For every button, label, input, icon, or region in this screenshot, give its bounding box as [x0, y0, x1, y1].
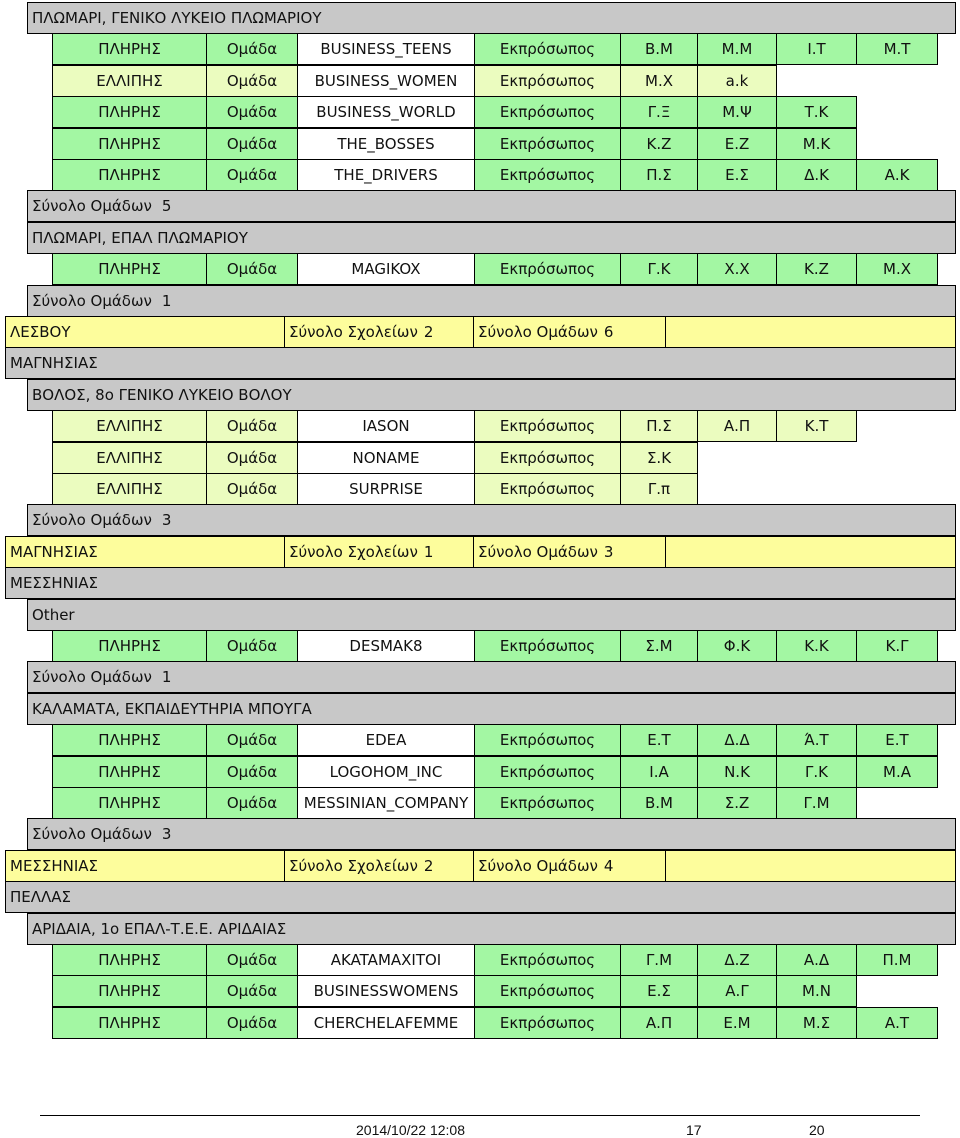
schools-total: [284, 536, 474, 568]
team-group-label: Ομάδα: [206, 944, 298, 976]
footer-page-number: 17: [686, 1122, 702, 1138]
schools-total-label: Σύνολο Σχολείων: [289, 323, 418, 341]
team-representative-label: Εκπρόσωπος: [474, 944, 621, 976]
prefecture-total-blank: [665, 316, 956, 348]
team-name: CHERCHELAFEMME: [297, 1007, 475, 1039]
team-member-initials: Σ.Μ: [620, 630, 698, 662]
teams-total-count: 1: [161, 668, 172, 687]
team-member-initials: Σ.Κ: [620, 442, 698, 474]
team-member-initials: Κ.Γ: [856, 630, 938, 662]
team-row: [0, 33, 960, 65]
team-member-initials: Α.Τ: [856, 1007, 938, 1039]
schools-total-count: 1: [423, 542, 434, 561]
teams-total-count: 5: [161, 197, 172, 216]
team-member-initials: Γ.Ξ: [620, 96, 698, 128]
team-row: [0, 128, 960, 160]
team-group-label: Ομάδα: [206, 128, 298, 160]
team-member-initials: Ι.Τ: [776, 33, 857, 65]
team-name: IASON: [297, 410, 475, 442]
team-group-label: Ομάδα: [206, 724, 298, 756]
team-member-initials: a.k: [697, 65, 777, 97]
schools-total-count: 2: [423, 323, 434, 341]
team-member-initials: Μ.Τ: [856, 33, 938, 65]
team-member-initials: Α.Π: [620, 1007, 698, 1039]
team-row: [0, 1007, 960, 1039]
teams-total: [473, 850, 666, 882]
team-member-initials: Κ.Κ: [776, 630, 857, 662]
footer-timestamp: 2014/10/22 12:08: [356, 1122, 465, 1138]
team-row: [0, 410, 960, 442]
teams-total-row: [0, 504, 960, 536]
team-status: ΠΛΗΡΗΣ: [52, 159, 207, 191]
team-status: ΠΛΗΡΗΣ: [52, 128, 207, 160]
team-group-label: Ομάδα: [206, 756, 298, 788]
team-row: [0, 724, 960, 756]
team-name: THE_BOSSES: [297, 128, 475, 160]
teams-total-label: Σύνολο Ομάδων: [32, 668, 152, 687]
team-status: ΠΛΗΡΗΣ: [52, 756, 207, 788]
team-name: NONAME: [297, 442, 475, 474]
team-member-initials: Κ.Ζ: [776, 253, 857, 285]
school-header-row: [0, 379, 960, 411]
team-member-initials: Μ.Κ: [776, 128, 857, 160]
school-name: ΒΟΛΟΣ, 8ο ΓΕΝΙΚΟ ΛΥΚΕΙΟ ΒΟΛΟΥ: [27, 379, 956, 411]
team-name: MAGIKOX: [297, 253, 475, 285]
teams-total-row: [0, 661, 960, 693]
team-group-label: Ομάδα: [206, 630, 298, 662]
team-status: ΕΛΛΙΠΗΣ: [52, 65, 207, 97]
team-representative-label: Εκπρόσωπος: [474, 1007, 621, 1039]
team-member-initials: Ε.Τ: [856, 724, 938, 756]
team-member-initials: Χ.Χ: [697, 253, 777, 285]
team-member-initials: Γ.π: [620, 473, 698, 505]
teams-total-count: 3: [161, 825, 172, 844]
team-row: [0, 96, 960, 128]
teams-total: [473, 536, 666, 568]
team-group-label: Ομάδα: [206, 1007, 298, 1039]
school-header-row: [0, 693, 960, 725]
team-representative-label: Εκπρόσωπος: [474, 756, 621, 788]
team-member-initials: Π.Σ: [620, 410, 698, 442]
team-name: LOGOHOM_INC: [297, 756, 475, 788]
team-name: SURPRISE: [297, 473, 475, 505]
school-header-row: [0, 913, 960, 945]
prefecture-total-row: [0, 850, 960, 882]
team-member-initials: Α.Κ: [856, 159, 938, 191]
team-member-initials: Δ.Κ: [776, 159, 857, 191]
team-representative-label: Εκπρόσωπος: [474, 65, 621, 97]
team-member-initials: Γ.Κ: [776, 756, 857, 788]
teams-total: [27, 818, 956, 850]
team-name: MESSINIAN_COMPANY: [297, 787, 475, 819]
prefecture-name: ΠΕΛΛΑΣ: [5, 881, 956, 913]
team-group-label: Ομάδα: [206, 33, 298, 65]
team-representative-label: Εκπρόσωπος: [474, 473, 621, 505]
team-name: BUSINESS_TEENS: [297, 33, 475, 65]
teams-total-label: Σύνολο Ομάδων: [32, 511, 152, 530]
team-group-label: Ομάδα: [206, 410, 298, 442]
team-member-initials: Γ.Μ: [620, 944, 698, 976]
team-member-initials: Κ.Ζ: [620, 128, 698, 160]
team-group-label: Ομάδα: [206, 65, 298, 97]
team-representative-label: Εκπρόσωπος: [474, 96, 621, 128]
teams-total-label: Σύνολο Ομάδων: [478, 542, 598, 561]
team-member-initials: Ά.Τ: [776, 724, 857, 756]
team-member-initials: Δ.Ζ: [697, 944, 777, 976]
schools-total: [284, 850, 474, 882]
team-status: ΠΛΗΡΗΣ: [52, 975, 207, 1007]
team-group-label: Ομάδα: [206, 253, 298, 285]
team-representative-label: Εκπρόσωπος: [474, 33, 621, 65]
team-member-initials: Π.Μ: [856, 944, 938, 976]
footer-rule: [40, 1115, 920, 1116]
team-representative-label: Εκπρόσωπος: [474, 253, 621, 285]
teams-total: [27, 504, 956, 536]
team-member-initials: Ε.Σ: [620, 975, 698, 1007]
team-member-initials: Μ.Χ: [856, 253, 938, 285]
teams-total-count: 1: [161, 291, 172, 310]
team-name: AKATAMAXITOI: [297, 944, 475, 976]
prefecture-total-blank: [665, 536, 956, 568]
team-name: BUSINESSWOMENS: [297, 975, 475, 1007]
team-member-initials: Ε.Ζ: [697, 128, 777, 160]
team-representative-label: Εκπρόσωπος: [474, 724, 621, 756]
prefecture-header-row: [0, 347, 960, 379]
team-row: [0, 756, 960, 788]
team-member-initials: Φ.Κ: [697, 630, 777, 662]
teams-total-label: Σύνολο Ομάδων: [32, 825, 152, 844]
schools-total-label: Σύνολο Σχολείων: [289, 856, 418, 875]
teams-total-count: 6: [603, 323, 614, 341]
team-member-initials: Ι.Α: [620, 756, 698, 788]
team-status: ΠΛΗΡΗΣ: [52, 787, 207, 819]
team-member-initials: Τ.Κ: [776, 96, 857, 128]
team-group-label: Ομάδα: [206, 787, 298, 819]
team-status: ΠΛΗΡΗΣ: [52, 253, 207, 285]
team-member-initials: Μ.Χ: [620, 65, 698, 97]
team-status: ΠΛΗΡΗΣ: [52, 944, 207, 976]
school-header-row: [0, 2, 960, 34]
prefecture-total-row: [0, 316, 960, 348]
teams-total: [473, 316, 666, 348]
team-row: [0, 65, 960, 97]
prefecture-total-name: ΜΕΣΣΗΝΙΑΣ: [5, 850, 285, 882]
teams-total: [27, 190, 956, 222]
team-representative-label: Εκπρόσωπος: [474, 128, 621, 160]
school-header-row: [0, 599, 960, 631]
team-member-initials: Β.Μ: [620, 33, 698, 65]
team-name: DESMAK8: [297, 630, 475, 662]
team-representative-label: Εκπρόσωπος: [474, 442, 621, 474]
team-member-initials: Μ.Α: [856, 756, 938, 788]
team-member-initials: Δ.Δ: [697, 724, 777, 756]
teams-total-row: [0, 190, 960, 222]
teams-total-label: Σύνολο Ομάδων: [32, 197, 152, 216]
prefecture-header-row: [0, 567, 960, 599]
prefecture-total-name: ΜΑΓΝΗΣΙΑΣ: [5, 536, 285, 568]
team-member-initials: Σ.Ζ: [697, 787, 777, 819]
team-name: THE_DRIVERS: [297, 159, 475, 191]
team-member-initials: Α.Γ: [697, 975, 777, 1007]
team-representative-label: Εκπρόσωπος: [474, 787, 621, 819]
team-group-label: Ομάδα: [206, 442, 298, 474]
teams-total: [27, 285, 956, 317]
team-member-initials: Μ.Μ: [697, 33, 777, 65]
team-group-label: Ομάδα: [206, 96, 298, 128]
teams-total-row: [0, 285, 960, 317]
team-group-label: Ομάδα: [206, 159, 298, 191]
school-name: ΠΛΩΜΑΡΙ, ΕΠΑΛ ΠΛΩΜΑΡΙΟΥ: [27, 222, 956, 254]
team-status: ΕΛΛΙΠΗΣ: [52, 442, 207, 474]
team-representative-label: Εκπρόσωπος: [474, 630, 621, 662]
teams-total-label: Σύνολο Ομάδων: [32, 291, 152, 310]
team-member-initials: Ε.Σ: [697, 159, 777, 191]
school-name: ΑΡΙΔΑΙΑ, 1ο ΕΠΑΛ-Τ.Ε.Ε. ΑΡΙΔΑΙΑΣ: [27, 913, 956, 945]
prefecture-total-row: [0, 536, 960, 568]
team-row: [0, 473, 960, 505]
team-member-initials: Ν.Κ: [697, 756, 777, 788]
team-status: ΠΛΗΡΗΣ: [52, 1007, 207, 1039]
teams-total-count: 4: [603, 856, 614, 875]
team-group-label: Ομάδα: [206, 473, 298, 505]
team-row: [0, 442, 960, 474]
team-member-initials: Ε.Μ: [697, 1007, 777, 1039]
team-name: BUSINESS_WORLD: [297, 96, 475, 128]
team-member-initials: Π.Σ: [620, 159, 698, 191]
teams-total: [27, 661, 956, 693]
team-member-initials: Μ.Σ: [776, 1007, 857, 1039]
team-representative-label: Εκπρόσωπος: [474, 410, 621, 442]
team-member-initials: Μ.Ν: [776, 975, 857, 1007]
team-member-initials: Α.Δ: [776, 944, 857, 976]
team-member-initials: Α.Π: [697, 410, 777, 442]
team-status: ΕΛΛΙΠΗΣ: [52, 473, 207, 505]
team-row: [0, 159, 960, 191]
schools-total-label: Σύνολο Σχολείων: [289, 542, 418, 561]
team-row: [0, 944, 960, 976]
team-row: [0, 253, 960, 285]
schools-total-count: 2: [423, 856, 434, 875]
school-name: ΚΑΛΑΜΑΤΑ, ΕΚΠΑΙΔΕΥΤΗΡΙΑ ΜΠΟΥΓΑ: [27, 693, 956, 725]
team-member-initials: Β.Μ: [620, 787, 698, 819]
team-status: ΠΛΗΡΗΣ: [52, 630, 207, 662]
team-row: [0, 975, 960, 1007]
footer-total-pages: 20: [809, 1122, 825, 1138]
team-status: ΠΛΗΡΗΣ: [52, 33, 207, 65]
team-member-initials: Γ.Κ: [620, 253, 698, 285]
team-row: [0, 787, 960, 819]
team-row: [0, 630, 960, 662]
prefecture-total-blank: [665, 850, 956, 882]
team-status: ΠΛΗΡΗΣ: [52, 96, 207, 128]
prefecture-name: ΜΕΣΣΗΝΙΑΣ: [5, 567, 956, 599]
team-representative-label: Εκπρόσωπος: [474, 159, 621, 191]
team-member-initials: Κ.Τ: [776, 410, 857, 442]
prefecture-header-row: [0, 881, 960, 913]
team-group-label: Ομάδα: [206, 975, 298, 1007]
team-status: ΠΛΗΡΗΣ: [52, 724, 207, 756]
teams-total-label: Σύνολο Ομάδων: [478, 856, 598, 875]
school-header-row: [0, 222, 960, 254]
team-name: EDEA: [297, 724, 475, 756]
schools-total: [284, 316, 474, 348]
team-member-initials: Γ.Μ: [776, 787, 857, 819]
teams-total-count: 3: [161, 511, 172, 530]
teams-total-count: 3: [603, 542, 614, 561]
team-status: ΕΛΛΙΠΗΣ: [52, 410, 207, 442]
teams-total-label: Σύνολο Ομάδων: [478, 323, 598, 341]
school-name: ΠΛΩΜΑΡΙ, ΓΕΝΙΚΟ ΛΥΚΕΙΟ ΠΛΩΜΑΡΙΟΥ: [27, 2, 956, 34]
prefecture-total-name: ΛΕΣΒΟΥ: [5, 316, 285, 348]
team-member-initials: Μ.Ψ: [697, 96, 777, 128]
team-name: BUSINESS_WOMEN: [297, 65, 475, 97]
teams-total-row: [0, 818, 960, 850]
team-representative-label: Εκπρόσωπος: [474, 975, 621, 1007]
school-name: Other: [27, 599, 956, 631]
team-member-initials: Ε.Τ: [620, 724, 698, 756]
prefecture-name: ΜΑΓΝΗΣΙΑΣ: [5, 347, 956, 379]
